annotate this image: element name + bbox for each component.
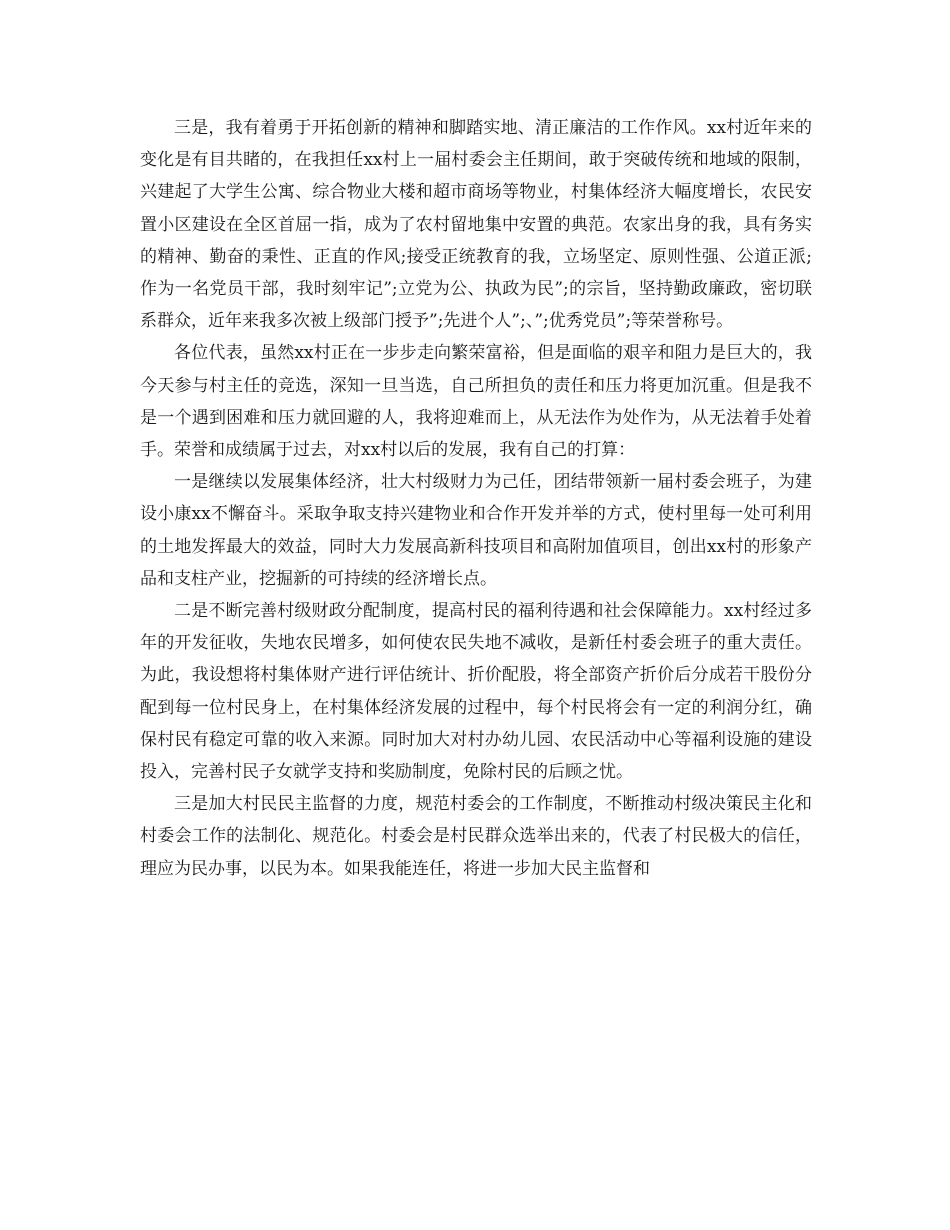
document-body bbox=[140, 112, 812, 885]
paragraph-5: 三是加大村民民主监督的力度，规范村委会的工作制度，不断推动村级决策民主化和村委会工作的法制化、规范化。村委会是村民群众选举出来的，代表了村民极大的信任，理应为民办事，以民为本。如果我能连任，将进一步加大民主监督和 bbox=[140, 794, 812, 879]
paragraph-4: 二是不断完善村级财政分配制度，提高村民的福利待遇和社会保障能力。xx村经过多年的开发征收，失地农民增多，如何使农民失地不减收，是新任村委会班子的重大责任。为此，我设想将村集体财产进行评估统计、折价配股，将全部资产折价后分成若干股份分配到每一位村民身上，在村集体经济发展的过程中，每个村民将会有一定的利润分红，确保村民有稳定可靠的收入来源。同时加大对村办幼儿园、农民活动中心等福利设施的建设投入，完善村民子女就学支持和奖励制度，免除村民的后顾之忧。 bbox=[140, 601, 812, 783]
paragraph-2: 各位代表，虽然xx村正在一步步走向繁荣富裕，但是面临的艰辛和阻力是巨大的，我今天参与村主任的竞选，深知一旦当选，自己所担负的责任和压力将更加沉重。但是我不是一个遇到困难和压力就回避的人，我将迎难而上，从无法作为处作为，从无法着手处着手。荣誉和成绩属于过去，对xx村以后的发展，我有自己的打算： bbox=[140, 343, 812, 461]
paragraph-3: 一是继续以发展集体经济，壮大村级财力为己任，团结带领新一届村委会班子，为建设小康xx不懈奋斗。采取争取支持兴建物业和合作开发并举的方式，使村里每一处可利用的土地发挥最大的效益，同时大力发展高新科技项目和高附加值项目，创出xx村的形象产品和支柱产业，挖掘新的可持续的经济增长点。 bbox=[140, 472, 812, 589]
paragraph-1: 三是，我有着勇于开拓创新的精神和脚踏实地、清正廉洁的工作作风。xx村近年来的变化是有目共睹的，在我担任xx村上一届村委会主任期间，敢于突破传统和地域的限制，兴建起了大学生公寓、综合物业大楼和超市商场等物业，村集体经济大幅度增长，农民安置小区建设在全区首屈一指，成为了农村留地集中安置的典范。农家出身的我，具有务实的精神、勤奋的秉性、正直的作风;接受正统教育的我，立场坚定、原则性强、公道正派;作为一名党员干部，我时刻牢记”;立党为公、执政为民”;的宗旨，坚持勤政廉政，密切联系群众，近年来我多次被上级部门授予”;先进个人”;、”;优秀党员”;等荣誉称号。 bbox=[140, 118, 812, 332]
